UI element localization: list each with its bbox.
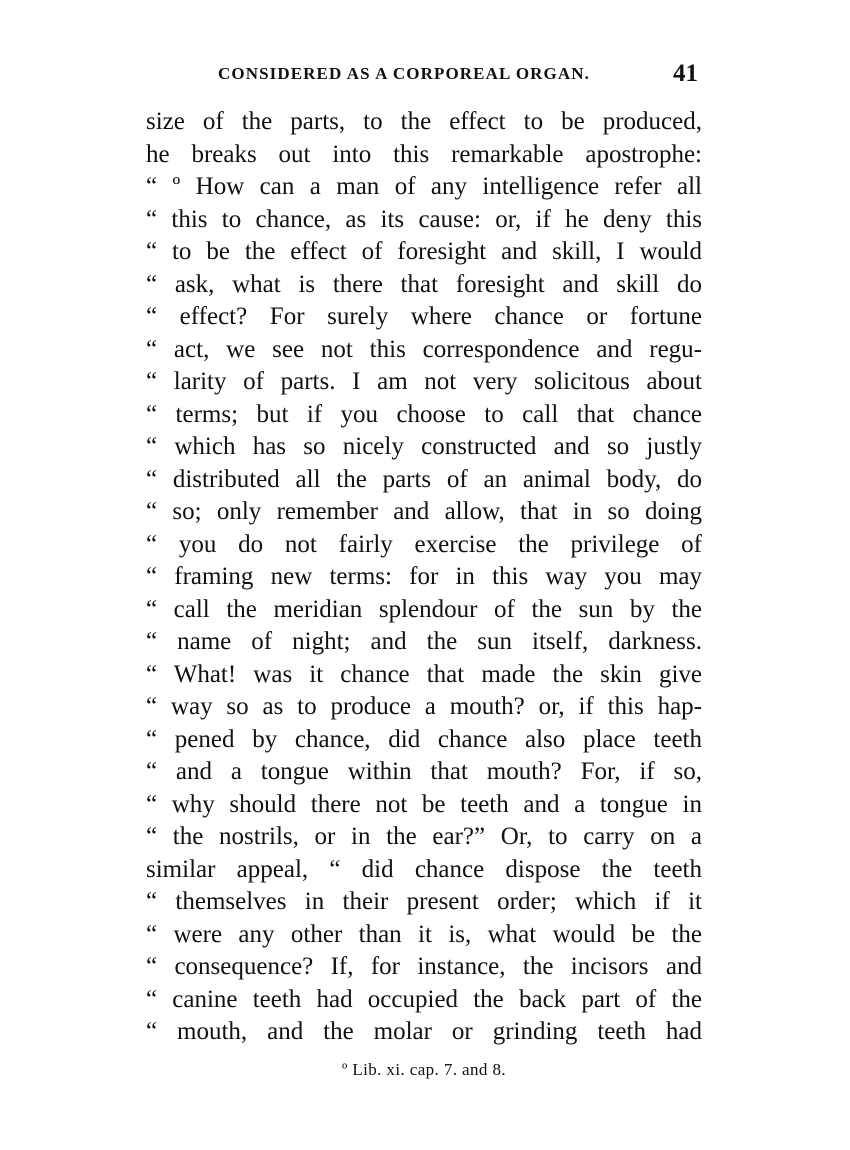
text-line: “ What! was it chance that made the skin give — [146, 660, 702, 688]
running-title: CONSIDERED AS A CORPOREAL ORGAN. — [218, 64, 590, 83]
text-line: “ you do not fairly exercise the privilege of — [146, 530, 702, 558]
text-line: “ this to chance, as its cause: or, if he deny this — [146, 205, 702, 233]
text-line: “ and a tongue within that mouth? For, if so, — [146, 758, 702, 785]
text-line: “ º How can a man of any intelligence refer all — [146, 173, 702, 200]
text-line: “ consequence? If, for instance, the incisors and — [146, 953, 702, 980]
text-line: “ way so as to produce a mouth? or, if this hap- — [146, 693, 702, 720]
text-line: similar appeal, “ did chance dispose the teeth — [146, 855, 702, 883]
text-line: “ the nostrils, or in the ear?” Or, to carry on a — [146, 823, 702, 850]
text-line: “ to be the effect of foresight and skill, I would — [146, 238, 702, 265]
text-line: “ why should there not be teeth and a tongue in — [146, 790, 702, 818]
text-line: “ terms; but if you choose to call that chance — [146, 400, 702, 428]
body-text — [146, 106, 702, 1049]
text-line: “ so; only remember and allow, that in so doing — [146, 498, 702, 525]
text-line: “ mouth, and the molar or grinding teeth had — [146, 1018, 702, 1045]
text-line: size of the parts, to the effect to be produced, — [146, 108, 702, 135]
text-line: “ call the meridian splendour of the sun by the — [146, 595, 702, 623]
text-line: “ ask, what is there that foresight and skill do — [146, 270, 702, 298]
text-line: “ which has so nicely constructed and so justly — [146, 433, 702, 460]
text-line: he breaks out into this remarkable apostrophe: — [146, 140, 702, 168]
text-line: “ distributed all the parts of an animal body, do — [146, 465, 702, 493]
text-line: “ effect? For surely where chance or fortune — [146, 303, 702, 330]
text-line: “ were any other than it is, what would be the — [146, 920, 702, 948]
running-header — [146, 60, 702, 90]
text-line: “ name of night; and the sun itself, darkness. — [146, 628, 702, 655]
footnote: º Lib. xi. cap. 7. and 8. — [342, 1060, 506, 1079]
text-line: “ themselves in their present order; which if it — [146, 888, 702, 915]
text-line: “ canine teeth had occupied the back part of the — [146, 985, 702, 1013]
text-line: “ framing new terms: for in this way you may — [146, 563, 702, 590]
text-line: “ act, we see not this correspondence and regu- — [146, 335, 702, 363]
text-line: “ pened by chance, did chance also place teeth — [146, 725, 702, 753]
text-line: “ larity of parts. I am not very solicitous about — [146, 368, 702, 395]
page-number: 41 — [673, 60, 698, 87]
